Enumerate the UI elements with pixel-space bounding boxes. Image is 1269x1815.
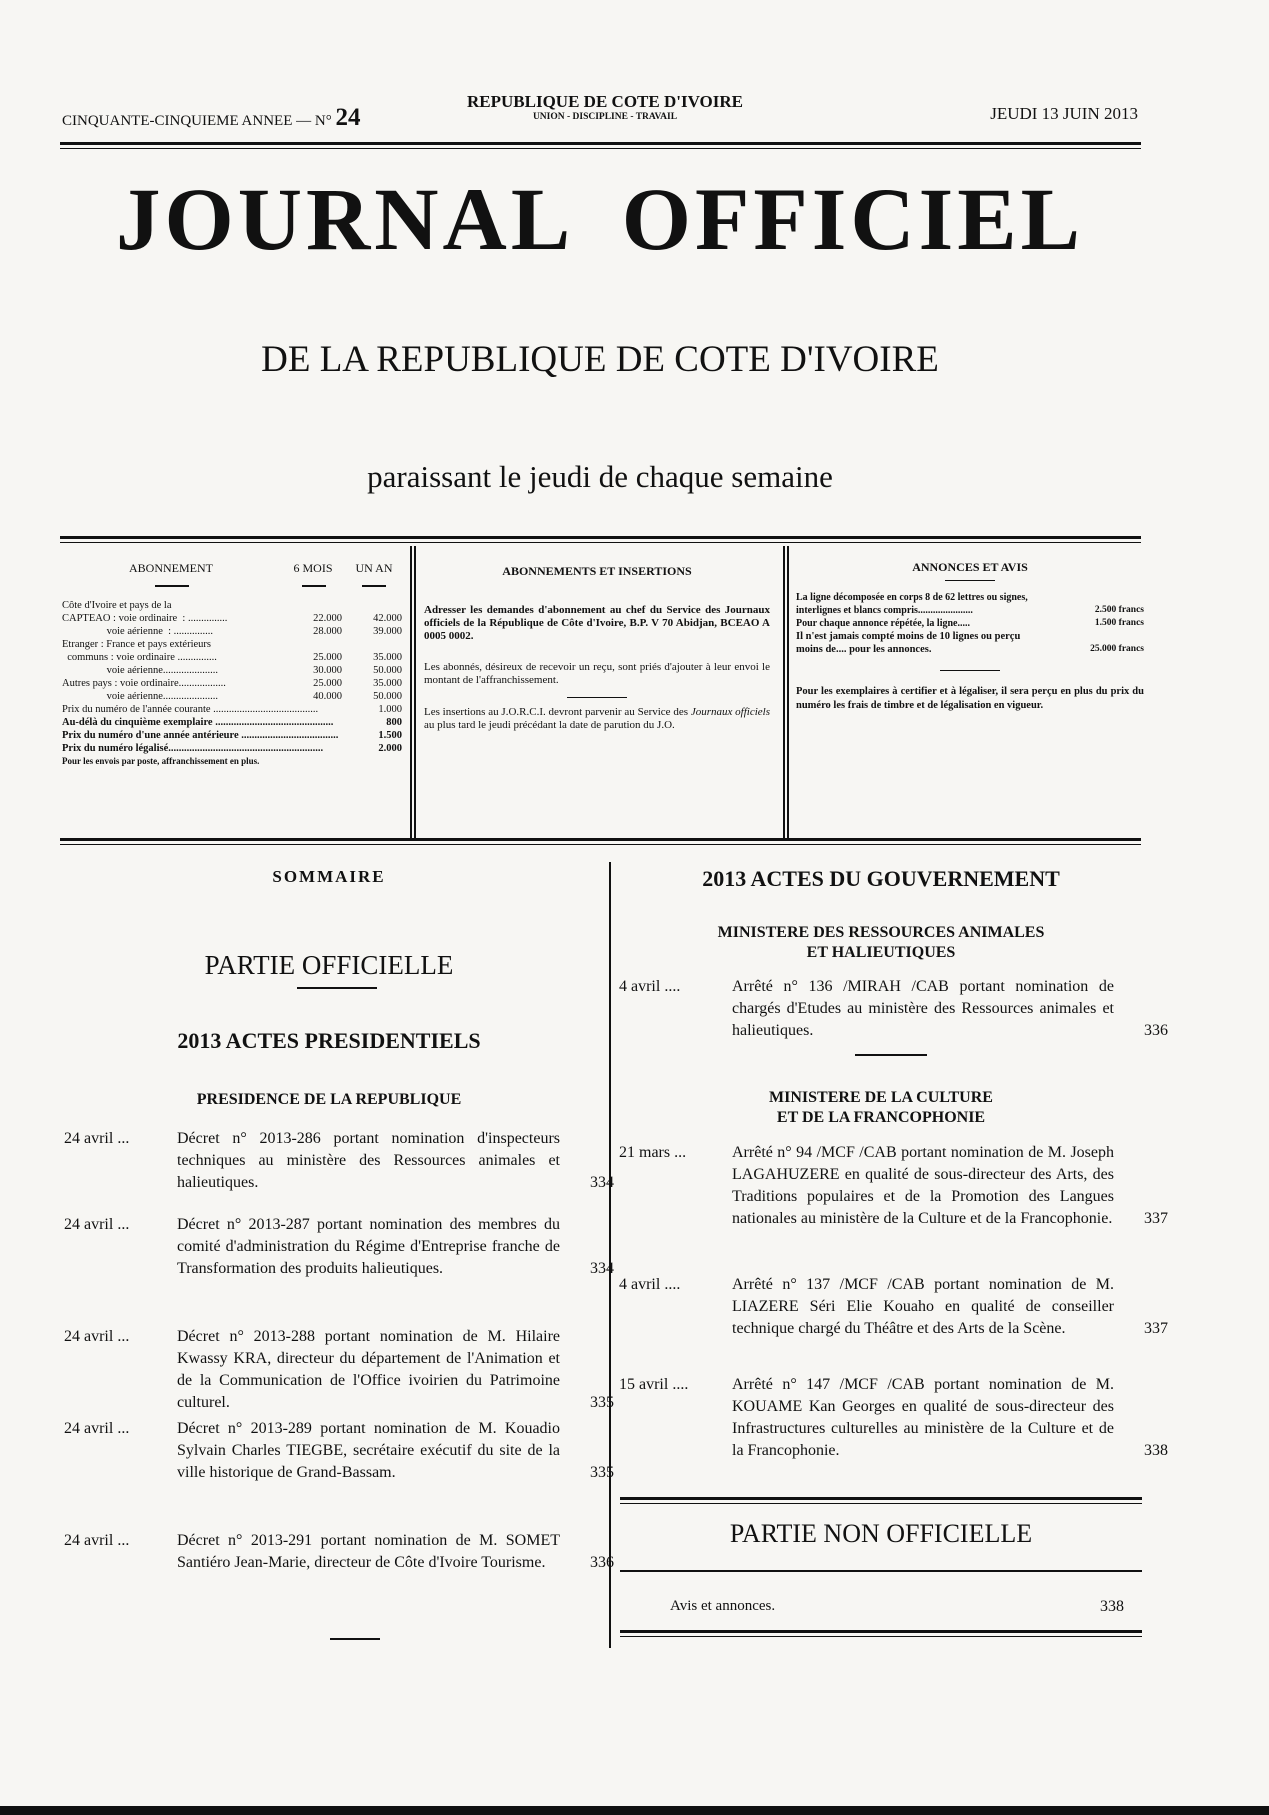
rate-label: voie aérienne..................... (62, 691, 219, 702)
rate-row (62, 612, 402, 625)
divider (330, 1638, 380, 1640)
republic-header (420, 92, 790, 122)
region-label: Côte d'Ivoire et pays de la (62, 600, 172, 611)
price-label: Au-délà du cinquième exemplaire ............................................. (62, 717, 334, 728)
insertions-p2: Les abonnés, désireux de recevoir un reçu, sont priés d'ajouter à leur envoi le montant de l'affranchissement. (424, 661, 770, 686)
rate-label: communs : voie ordinaire ............... (62, 652, 217, 663)
rate-row (62, 638, 402, 651)
price-label: Prix du numéro d'une année antérieure ..................................... (62, 730, 339, 741)
box-divider-2b (787, 546, 789, 838)
actes-presidentiels-title: 2013 ACTES PRESIDENTIELS (177, 1028, 481, 1053)
rate-1y: 42.000 (373, 613, 402, 624)
entry-date: 4 avril .... (619, 978, 681, 995)
toc-entry[interactable] (619, 1374, 1168, 1462)
annonces-title: ANNONCES ET AVIS (912, 560, 1028, 574)
bottom-rule (620, 1630, 1142, 1637)
annonces-paragraph: Pour les exemplaires à certifier et à légaliser, il sera perçu en plus du prix du numéro les frais de timbre et de légalisation en vigueur. (796, 686, 1144, 711)
rate-6m: 25.000 (313, 678, 342, 689)
annonce-rate-2: Pour chaque annonce répétée, la ligne..... 1.500 francs (796, 618, 1144, 629)
price-value: 1.500 (378, 730, 402, 741)
toc-entry[interactable] (64, 1214, 614, 1280)
dash (155, 585, 189, 587)
entry-text: Arrêté n° 147 /MCF /CAB portant nomination de M. KOUAME Kan Georges en qualité de sous-directeur des Infrastructures culturelles au ministère de la Culture et de la Francophonie. (732, 1376, 1114, 1459)
entry-page: 338 (1144, 1442, 1168, 1459)
divider (855, 1054, 927, 1056)
rate-6m (292, 638, 342, 651)
price-row (62, 729, 402, 742)
price-label: Prix du numéro légalisé........................................................... (62, 743, 324, 754)
rate-table (62, 612, 402, 703)
presidence-title: PRESIDENCE DE LA REPUBLIQUE (196, 1091, 462, 1108)
partie-officielle-title: PARTIE OFFICIELLE (204, 950, 454, 980)
subscription-header: ABONNEMENT (129, 561, 213, 575)
insertions-p1: Adresser les demandes d'abonnement au chef du Service des Journaux officiels de la République de Côte d'Ivoire, B.P. V 70 Abidjan, BCEAO A 0005 0002. (424, 604, 770, 642)
divider (567, 697, 627, 698)
rate-label: voie aérienne..................... (62, 665, 219, 676)
rate-1y (342, 638, 402, 651)
non-officielle-rule (620, 1497, 1142, 1504)
edition-line (62, 104, 360, 132)
box-divider-1b (414, 546, 416, 838)
issue-date: JEUDI 13 JUIN 2013 (990, 104, 1138, 123)
price-row (62, 716, 402, 729)
entry-date: 24 avril ... (64, 1420, 130, 1437)
masthead-tagline: paraissant le jeudi de chaque semaine (367, 459, 833, 494)
entry-page: 336 (1144, 1022, 1168, 1039)
price-row (62, 742, 402, 755)
dash (362, 585, 386, 587)
entry-text: Décret n° 2013-291 portant nomination de M. SOMET Santiéro Jean-Marie, directeur de Côte d'Ivoire Tourisme. (177, 1532, 560, 1571)
sommaire-title: SOMMAIRE (272, 867, 386, 886)
entry-page: 335 (590, 1464, 614, 1481)
toc-entry[interactable] (619, 976, 1168, 1042)
entry-date: 24 avril ... (64, 1532, 130, 1549)
annonce-rate-3: Il n'est jamais compté moins de 10 lignes ou perçu moins de.... pour les annonces. 25.000 francs (796, 631, 1144, 655)
entry-page: 336 (590, 1554, 614, 1571)
divider (620, 1570, 1142, 1572)
rate-1y: 50.000 (373, 691, 402, 702)
price-value: 1.000 (378, 704, 402, 715)
insertions-box (424, 565, 770, 740)
rate-6m: 22.000 (313, 613, 342, 624)
col-6-months: 6 MOIS (293, 561, 333, 575)
entry-text: Arrêté n° 94 /MCF /CAB portant nomination de M. Joseph LAGAHUZERE en qualité de sous-directeur des Arts, des Traditions populaires et de la Promotion des Langues nationales au ministère de la Culture et de la Francophonie. (732, 1144, 1114, 1227)
rate-label: Etranger : France et pays extérieurs (62, 639, 211, 650)
divider (945, 580, 995, 581)
toc-entry[interactable] (64, 1326, 614, 1414)
rate-6m: 25.000 (313, 652, 342, 663)
toc-entry[interactable] (64, 1530, 614, 1574)
entry-date: 21 mars ... (619, 1144, 687, 1161)
entry-date: 24 avril ... (64, 1328, 130, 1345)
insertions-p3: Les insertions au J.O.R.C.I. devront parvenir au Service des Journaux officiels au plus tard le jeudi précédant la date de parution du J.O. (424, 706, 770, 731)
entry-date: 24 avril ... (64, 1216, 130, 1233)
rate-1y: 50.000 (373, 665, 402, 676)
entry-date: 24 avril ... (64, 1130, 130, 1147)
toc-entry[interactable] (619, 1274, 1168, 1340)
price-value: 2.000 (378, 743, 402, 754)
divider (297, 987, 377, 989)
annonce-rate-1: La ligne décomposée en corps 8 de 62 lettres ou signes, interlignes et blancs compris...................... 2.500 francs (796, 592, 1144, 616)
dash (302, 585, 326, 587)
insertions-title: ABONNEMENTS ET INSERTIONS (502, 564, 692, 578)
issue-number: 24 (335, 104, 361, 131)
entry-page: 334 (590, 1260, 614, 1277)
actes-gouvernement-title: 2013 ACTES DU GOUVERNEMENT (702, 866, 1060, 891)
entry-text: Arrêté n° 137 /MCF /CAB portant nomination de M. LIAZERE Séri Elie Kouaho en qualité de conseiller technique chargé du Théâtre et des Arts de la Scène. (732, 1276, 1114, 1337)
rate-row (62, 664, 402, 677)
entry-text: Arrêté n° 136 /MIRAH /CAB portant nomination de chargés d'Etudes au ministère des Ressources animales et halieutiques. (732, 978, 1114, 1039)
toc-entry[interactable] (64, 1128, 614, 1194)
edition-label: CINQUANTE-CINQUIEME ANNEE — N° (62, 113, 332, 129)
rate-1y: 35.000 (373, 678, 402, 689)
col-1-year: UN AN (355, 561, 393, 575)
avis-annonces: Avis et annonces. (670, 1598, 776, 1614)
box-divider-1 (410, 546, 412, 838)
entry-text: Décret n° 2013-286 portant nomination d'inspecteurs techniques au ministère des Ressources animales et halieutiques. (177, 1130, 560, 1191)
entry-page: 337 (1144, 1210, 1168, 1227)
masthead-title: JOURNAL OFFICIEL (116, 171, 1084, 269)
entry-text: Décret n° 2013-288 portant nomination de M. Hilaire Kwassy KRA, directeur du département de l'Animation et de la Communication de l'Office ivoirien du Patrimoine culturel. (177, 1328, 560, 1411)
rate-6m: 40.000 (313, 691, 342, 702)
annonces-box (796, 561, 1144, 713)
page-bottom-edge (0, 1806, 1269, 1815)
price-row (62, 703, 402, 716)
republic-motto: UNION - DISCIPLINE - TRAVAIL (532, 112, 678, 122)
rate-row (62, 690, 402, 703)
toc-entry[interactable] (619, 1142, 1168, 1230)
price-label: Prix du numéro de l'année courante ........................................ (62, 704, 319, 715)
rate-row (62, 677, 402, 690)
postage-note: Pour les envois par poste, affranchissement en plus. (62, 756, 260, 766)
ministry-animals: MINISTERE DES RESSOURCES ANIMALES ET HALIEUTIQUES (717, 924, 1045, 961)
rate-row (62, 651, 402, 664)
boxes-top-rule (60, 536, 1141, 543)
masthead-subtitle: DE LA REPUBLIQUE DE COTE D'IVOIRE (261, 339, 939, 380)
rate-1y: 39.000 (373, 626, 402, 637)
divider (940, 670, 1000, 671)
header-rule (60, 142, 1141, 149)
entry-page: 337 (1144, 1320, 1168, 1337)
rate-label: CAPTEAO : voie ordinaire : ............... (62, 613, 228, 624)
rate-row (62, 625, 402, 638)
rate-label: Autres pays : voie ordinaire.................. (62, 678, 226, 689)
partie-non-officielle-title: PARTIE NON OFFICIELLE (729, 1519, 1033, 1548)
box-divider-2 (783, 546, 785, 838)
ministry-culture: MINISTERE DE LA CULTURE ET DE LA FRANCOPHONIE (769, 1089, 993, 1126)
price-value: 800 (386, 717, 402, 728)
republic-name: REPUBLIQUE DE COTE D'IVOIRE (467, 92, 743, 111)
toc-entry[interactable] (64, 1418, 614, 1484)
entry-page: 334 (590, 1174, 614, 1191)
price-table (62, 703, 402, 755)
rate-6m: 28.000 (313, 626, 342, 637)
entry-text: Décret n° 2013-287 portant nomination des membres du comité d'administration du Régime d'Entreprise franche de Transformation des produits halieutiques. (177, 1216, 560, 1277)
avis-page: 338 (1100, 1598, 1124, 1615)
boxes-bottom-rule (60, 838, 1141, 845)
rate-label: voie aérienne : ............... (62, 626, 214, 637)
rate-6m: 30.000 (313, 665, 342, 676)
entry-date: 4 avril .... (619, 1276, 681, 1293)
rate-1y: 35.000 (373, 652, 402, 663)
subscription-box (62, 562, 402, 768)
entry-page: 335 (590, 1394, 614, 1411)
entry-text: Décret n° 2013-289 portant nomination de M. Kouadio Sylvain Charles TIEGBE, secrétaire exécutif du site de la ville historique de Grand-Bassam. (177, 1420, 560, 1481)
entry-date: 15 avril .... (619, 1376, 689, 1393)
